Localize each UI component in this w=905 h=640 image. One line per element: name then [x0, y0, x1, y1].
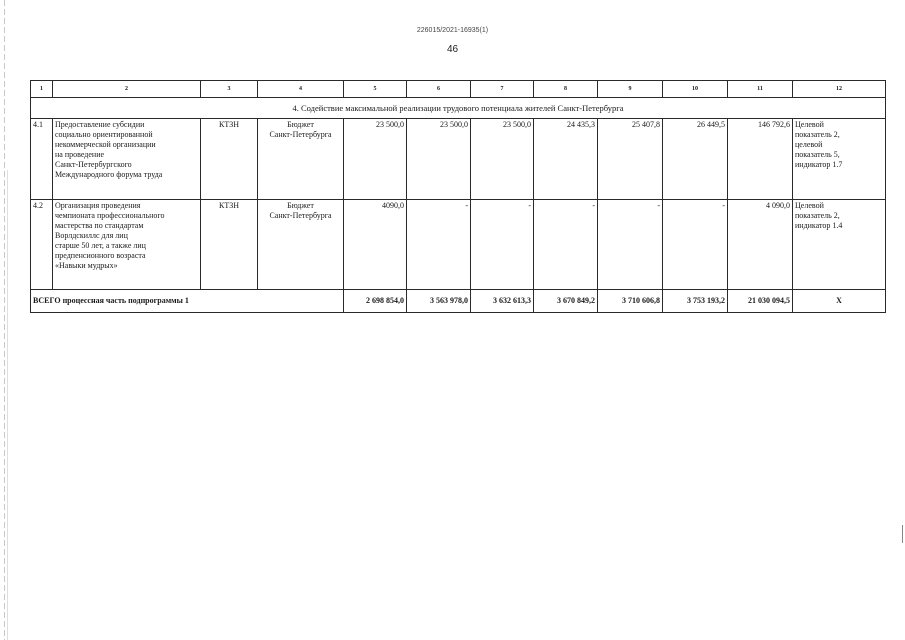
- indicator: [793, 119, 886, 200]
- column-number: 2: [53, 81, 201, 98]
- executor: КТЗН: [201, 119, 258, 200]
- section-row: [31, 98, 886, 119]
- activity-name-line: на проведение: [55, 150, 105, 159]
- indicator-line: Целевой: [795, 201, 824, 210]
- activity-name-line: предпенсионного возраста: [55, 251, 146, 260]
- value-cell: -: [598, 200, 663, 290]
- table-row: [31, 200, 886, 290]
- activity-name-line: социально ориентированной: [55, 130, 153, 139]
- value-cell: 23 500,0: [471, 119, 534, 200]
- value-cell: 26 449,5: [663, 119, 728, 200]
- activity-name-line: «Навыки мудрых»: [55, 261, 118, 270]
- scan-mark-right: [902, 525, 903, 543]
- indicator-line: показатель 2,: [795, 211, 840, 220]
- page-number: 46: [446, 44, 459, 55]
- activity-name-line: чемпионата профессионального: [55, 211, 165, 220]
- value-cell: 23 500,0: [344, 119, 407, 200]
- value-cell: 4090,0: [344, 200, 407, 290]
- indicator-line: индикатор 1.7: [795, 160, 843, 169]
- total-row: [31, 290, 886, 313]
- section-title: 4. Содействие максимальной реализации трудового потенциала жителей Санкт-Петербурга: [31, 98, 886, 119]
- indicator-line: целевой: [795, 140, 823, 149]
- total-value-cell: 3 710 606,8: [598, 290, 663, 313]
- executor: КТЗН: [201, 200, 258, 290]
- activity-name-line: старше 50 лет, а также лиц: [55, 241, 146, 250]
- activity-name-line: Предоставление субсидии: [55, 120, 145, 129]
- activity-name: [53, 200, 201, 290]
- activity-name: [53, 119, 201, 200]
- row-number: 4.1: [31, 119, 53, 200]
- value-cell: -: [407, 200, 471, 290]
- activity-name-line: Международного форума труда: [55, 170, 163, 179]
- column-number: 5: [344, 81, 407, 98]
- activity-name-line: некоммерческой организации: [55, 140, 156, 149]
- column-number: 6: [407, 81, 471, 98]
- column-number: 11: [728, 81, 793, 98]
- funding-source: [258, 119, 344, 200]
- total-cell: 146 792,6: [728, 119, 793, 200]
- funding-source-line: Санкт-Петербурга: [269, 130, 332, 139]
- column-number: 3: [201, 81, 258, 98]
- value-cell: 24 435,3: [534, 119, 598, 200]
- value-cell: -: [663, 200, 728, 290]
- column-number: 9: [598, 81, 663, 98]
- table-row: [31, 119, 886, 200]
- column-number: 12: [793, 81, 886, 98]
- activity-name-line: Ворлдскиллс для лиц: [55, 231, 128, 240]
- activity-name-line: Организация проведения: [55, 201, 141, 210]
- funding-source-line: Санкт-Петербурга: [269, 211, 332, 220]
- scan-edge-left-inner: [7, 170, 8, 640]
- indicator-line: показатель 2,: [795, 130, 840, 139]
- funding-source-line: Бюджет: [287, 120, 314, 129]
- indicator-line: Целевой: [795, 120, 824, 129]
- grand-total-cell: 21 030 094,5: [728, 290, 793, 313]
- scan-edge-left: [4, 0, 5, 640]
- value-cell: -: [471, 200, 534, 290]
- value-cell: 23 500,0: [407, 119, 471, 200]
- column-number: 7: [471, 81, 534, 98]
- indicator-line: показатель 5,: [795, 150, 840, 159]
- budget-table: [30, 80, 886, 313]
- total-value-cell: 3 753 193,2: [663, 290, 728, 313]
- row-number: 4.2: [31, 200, 53, 290]
- activity-name-line: мастерства по стандартам: [55, 221, 144, 230]
- total-value-cell: 3 563 978,0: [407, 290, 471, 313]
- funding-source-line: Бюджет: [287, 201, 314, 210]
- activity-name-line: Санкт-Петербургского: [55, 160, 132, 169]
- column-number: 10: [663, 81, 728, 98]
- value-cell: -: [534, 200, 598, 290]
- column-number: 4: [258, 81, 344, 98]
- column-number-row: [31, 81, 886, 98]
- document-id: 226015/2021-16935(1): [416, 27, 489, 34]
- column-number: 1: [31, 81, 53, 98]
- indicator: [793, 200, 886, 290]
- total-label: ВСЕГО процессная часть подпрограммы 1: [31, 290, 344, 313]
- x-mark: Х: [793, 290, 886, 313]
- column-number: 8: [534, 81, 598, 98]
- indicator-line: индикатор 1.4: [795, 221, 843, 230]
- funding-source: [258, 200, 344, 290]
- total-value-cell: 3 670 849,2: [534, 290, 598, 313]
- value-cell: 25 407,8: [598, 119, 663, 200]
- total-value-cell: 3 632 613,3: [471, 290, 534, 313]
- total-value-cell: 2 698 854,0: [344, 290, 407, 313]
- total-cell: 4 090,0: [728, 200, 793, 290]
